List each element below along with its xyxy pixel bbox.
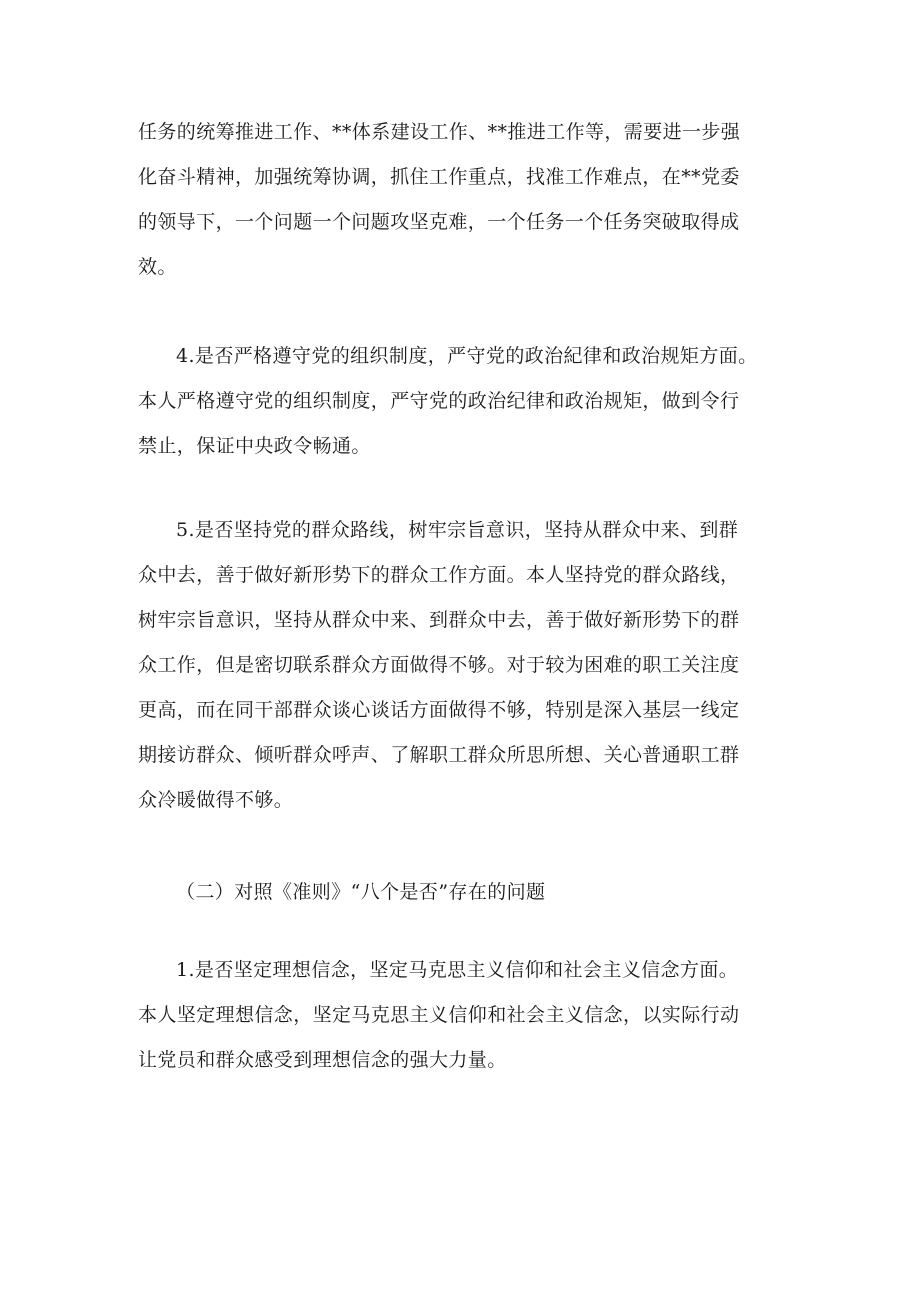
text-line: 的领导下，一个问题一个问题攻坚克难，一个任务一个任务突破取得成 bbox=[138, 211, 740, 233]
paragraph-continuation bbox=[138, 110, 788, 290]
paragraph-item-4 bbox=[138, 334, 788, 469]
text-line: 4.是否严格遵守党的组织制度，严守党的政治紀律和政治规矩方面。 bbox=[176, 345, 758, 367]
text-line: 禁止，保证中央政令畅通。 bbox=[138, 435, 371, 457]
paragraph-item-5 bbox=[138, 508, 788, 823]
text-line: 树牢宗旨意识，坚持从群众中来、到群众中去，善于做好新形势下的群 bbox=[138, 609, 740, 631]
paragraph-item-1 bbox=[138, 948, 788, 1083]
text-line: 期接访群众、倾听群众呼声、了解职工群众所思所想、关心普通职工群 bbox=[138, 744, 740, 766]
text-line: 效。 bbox=[138, 256, 177, 278]
text-line: 任务的统筹推进工作、**体系建设工作、**推进工作等，需要进一步强 bbox=[138, 121, 741, 143]
text-line: 化奋斗精神，加强统筹协调，抓住工作重点，找准工作难点，在**党委 bbox=[138, 166, 740, 188]
text-line: 更高，而在同干部群众谈心谈话方面做得不够，特别是深入基层一线定 bbox=[138, 699, 740, 721]
text-line: 让党员和群众感受到理想信念的强大力量。 bbox=[138, 1049, 507, 1071]
text-line: 5.是否坚持党的群众路线，树牢宗旨意识，坚持从群众中来、到群 bbox=[176, 519, 739, 541]
text-line: 众中去，善于做好新形势下的群众工作方面。本人坚持党的群众路线， bbox=[138, 564, 740, 586]
text-line: 1.是否坚定理想信念，坚定马克思主义信仰和社会主义信念方面。 bbox=[176, 959, 739, 981]
heading-text: （二）对照《准则》“八个是否”存在的问题 bbox=[176, 881, 546, 903]
text-line: 本人坚定理想信念，坚定马克思主义信仰和社会主义信念，以实际行动 bbox=[138, 1004, 740, 1026]
section-heading bbox=[138, 870, 788, 915]
text-line: 众冷暖做得不够。 bbox=[138, 789, 294, 811]
text-line: 本人严格遵守党的组织制度，严守党的政治纪律和政治规矩，做到令行 bbox=[138, 390, 740, 412]
text-line: 众工作，但是密切联系群众方面做得不够。对于较为困难的职工关注度 bbox=[138, 654, 740, 676]
